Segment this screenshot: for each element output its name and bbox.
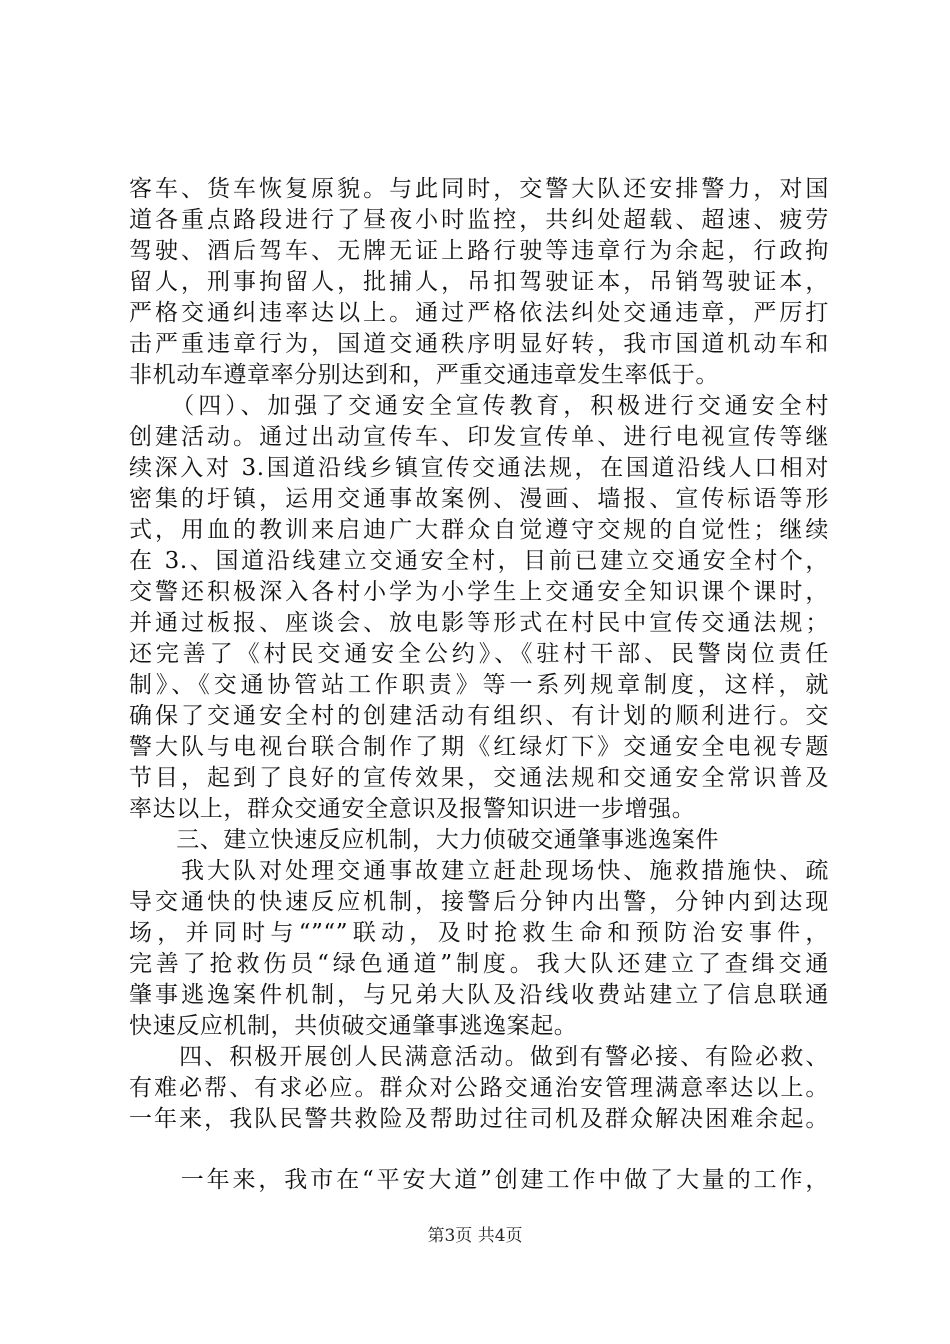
body-text [129, 174, 829, 1196]
text-line: 还完善了《村民交通安全公约》、《驻村干部、民警岗位责任 [129, 641, 829, 667]
text-line: 密集的圩镇，运用交通事故案例、漫画、墙报、宣传标语等形 [129, 486, 829, 512]
text-line: 场，并同时与“”“”联动，及时抢救生命和预防治安事件， [129, 920, 829, 946]
text-line: 完善了抢救伤员“绿色通道”制度。我大队还建立了查缉交通 [129, 951, 829, 977]
text-line: 续深入对 3.国道沿线乡镇宣传交通法规，在国道沿线人口相对 [129, 455, 829, 481]
text-line: 有难必帮、有求必应。群众对公路交通治安管理满意率达以上。 [129, 1075, 829, 1101]
text-line: 交警还积极深入各村小学为小学生上交通安全知识课个课时， [129, 579, 829, 605]
text-line: 留人，刑事拘留人，批捕人，吊扣驾驶证本，吊销驾驶证本， [129, 269, 829, 295]
text-line: 我大队对处理交通事故建立赶赴现场快、施救措施快、疏 [129, 858, 829, 884]
text-line: 道各重点路段进行了昼夜小时监控，共纠处超载、超速、疲劳 [129, 207, 829, 233]
text-line: 客车、货车恢复原貌。与此同时，交警大队还安排警力，对国 [129, 176, 829, 202]
text-line: 一年来，我队民警共救险及帮助过往司机及群众解决困难余起。 [129, 1106, 829, 1132]
section-heading: 三、建立快速反应机制，大力侦破交通肇事逃逸案件 [129, 827, 719, 853]
text-line: 并通过板报、座谈会、放电影等形式在村民中宣传交通法规； [129, 610, 829, 636]
text-line: 导交通快的快速反应机制，接警后分钟内出警，分钟内到达现 [129, 889, 829, 915]
text-line: 式，用血的教训来启迪广大群众自觉遵守交规的自觉性；继续 [129, 517, 829, 543]
text-line: 制》、《交通协管站工作职责》等一系列规章制度，这样，就 [129, 672, 829, 698]
page-number-label: 第3页 共4页 [427, 1226, 523, 1246]
text-line: 节目，起到了良好的宣传效果，交通法规和交通安全常识普及 [129, 765, 829, 791]
text-line: 快速反应机制，共侦破交通肇事逃逸案起。 [129, 1013, 578, 1039]
text-line: 一年来，我市在“平安大道”创建工作中做了大量的工作， [129, 1167, 829, 1193]
page-footer [0, 1225, 950, 1247]
text-line: 肇事逃逸案件机制，与兄弟大队及沿线收费站建立了信息联通 [129, 982, 829, 1008]
text-line: 非机动车遵章率分别达到和，严重交通违章发生率低于。 [129, 362, 719, 388]
text-line: 确保了交通安全村的创建活动有组织、有计划的顺利进行。交 [129, 703, 829, 729]
text-line: 在 3.、国道沿线建立交通安全村，目前已建立交通安全村个， [129, 548, 829, 574]
text-line: 率达以上，群众交通安全意识及报警知识进一步增强。 [129, 796, 696, 822]
text-line: 严格交通纠违率达以上。通过严格依法纠处交通违章，严厉打 [129, 300, 829, 326]
text-line: 击严重违章行为，国道交通秩序明显好转，我市国道机动车和 [129, 331, 829, 357]
text-line: 驾驶、酒后驾车、无牌无证上路行驶等违章行为余起，行政拘 [129, 238, 829, 264]
section-heading: 四、积极开展创人民满意活动。做到有警必接、有险必救、 [129, 1044, 829, 1070]
text-line: 创建活动。通过出动宣传车、印发宣传单、进行电视宣传等继 [129, 424, 829, 450]
text-line: 警大队与电视台联合制作了期《红绿灯下》交通安全电视专题 [129, 734, 829, 760]
text-line: （四）、加强了交通安全宣传教育，积极进行交通安全村 [129, 393, 829, 419]
paragraph-gap [129, 1135, 829, 1165]
